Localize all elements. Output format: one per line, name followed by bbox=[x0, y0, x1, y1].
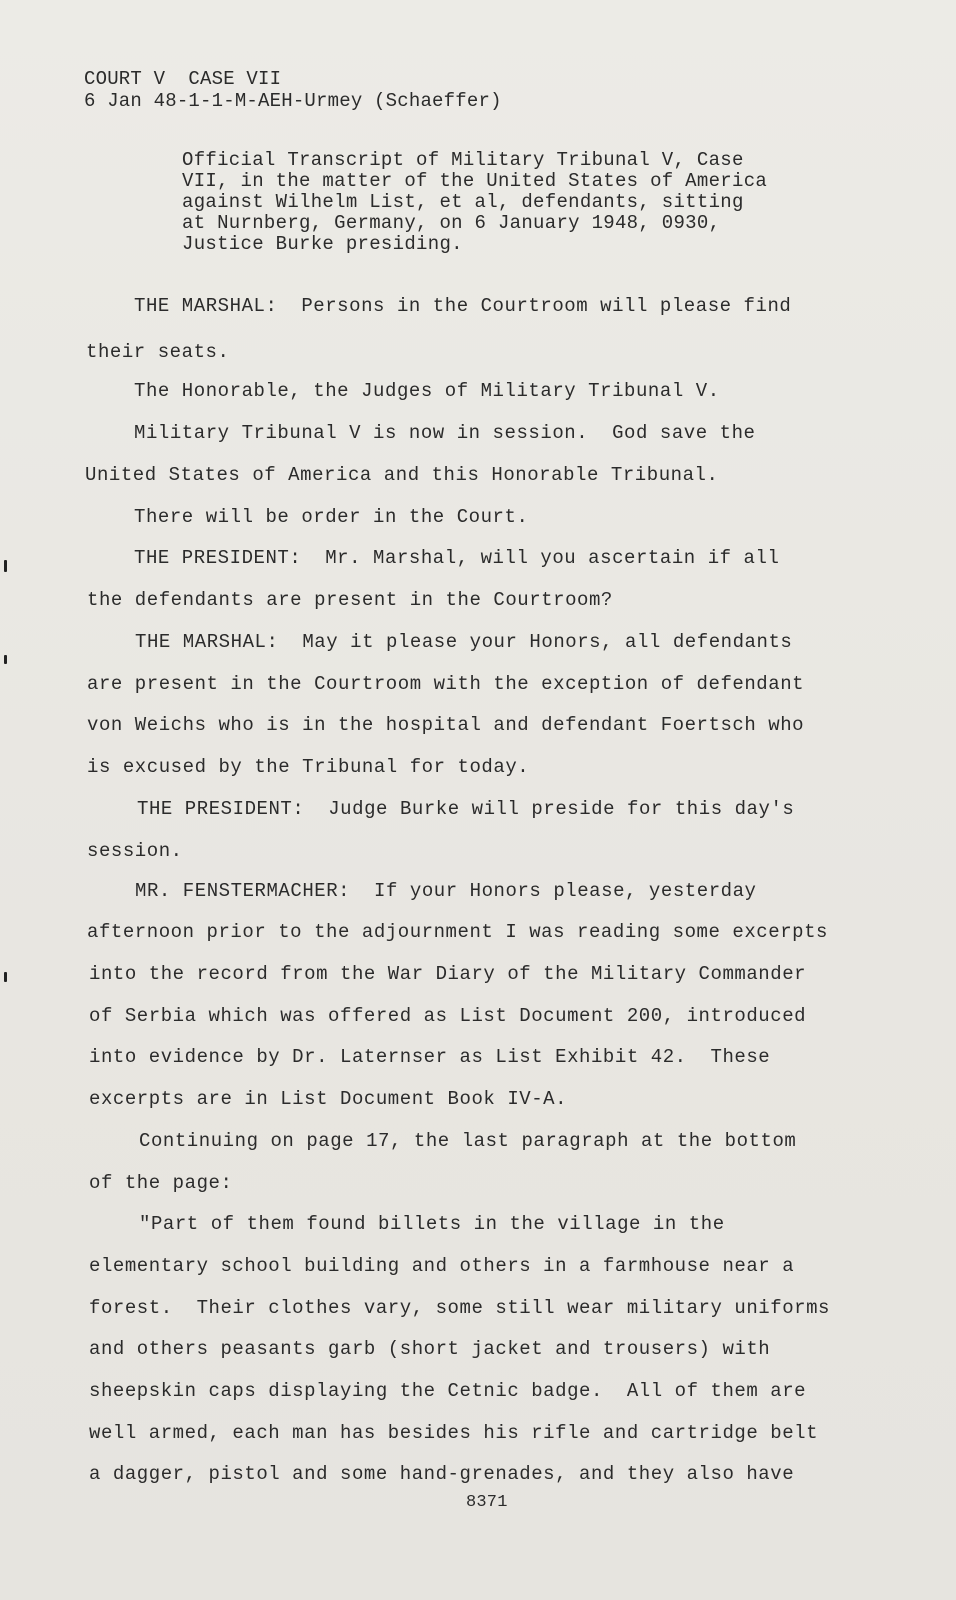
transcript-line: von Weichs who is in the hospital and defendant Foertsch who bbox=[87, 714, 805, 736]
transcript-line: are present in the Courtroom with the exception of defendant bbox=[87, 673, 805, 695]
date-reference-line: 6 Jan 48-1-1-M-AEH-Urmey (Schaeffer) bbox=[84, 90, 502, 112]
transcript-intro-paragraph: Official Transcript of Military Tribunal V, Case VII, in the matter of the United States of America against Wilhelm List, et al, defendants, sitting at Nurnberg, Germany, on 6 January 1948, 0930, Justice Burke presiding. bbox=[182, 149, 768, 255]
transcript-line: There will be order in the Court. bbox=[134, 506, 529, 528]
transcript-line: THE MARSHAL: Persons in the Courtroom will please find bbox=[134, 295, 792, 317]
transcript-line: The Honorable, the Judges of Military Tribunal V. bbox=[134, 380, 720, 402]
transcript-line: forest. Their clothes vary, some still wear military uniforms bbox=[89, 1297, 831, 1319]
page-number: 8371 bbox=[466, 1493, 508, 1512]
transcript-line: THE MARSHAL: May it please your Honors, all defendants bbox=[135, 631, 793, 653]
binding-mark bbox=[4, 972, 7, 982]
transcript-line: the defendants are present in the Courtroom? bbox=[87, 589, 613, 611]
transcript-line: well armed, each man has besides his rifle and cartridge belt bbox=[89, 1422, 819, 1444]
transcript-line: of the page: bbox=[89, 1172, 233, 1194]
transcript-line: of Serbia which was offered as List Document 200, introduced bbox=[89, 1005, 807, 1027]
court-case-line: COURT V CASE VII bbox=[84, 68, 282, 90]
transcript-line: elementary school building and others in a farmhouse near a bbox=[89, 1255, 795, 1277]
transcript-line: MR. FENSTERMACHER: If your Honors please, yesterday bbox=[135, 880, 757, 902]
transcript-line: THE PRESIDENT: Judge Burke will preside for this day's bbox=[137, 798, 795, 820]
transcript-line: excerpts are in List Document Book IV-A. bbox=[89, 1088, 568, 1110]
transcript-line: a dagger, pistol and some hand-grenades, and they also have bbox=[89, 1463, 795, 1485]
transcript-line: and others peasants garb (short jacket and trousers) with bbox=[89, 1338, 771, 1360]
transcript-line: afternoon prior to the adjournment I was reading some excerpts bbox=[87, 921, 829, 943]
transcript-line: United States of America and this Honorable Tribunal. bbox=[85, 464, 719, 486]
transcript-line: sheepskin caps displaying the Cetnic badge. All of them are bbox=[89, 1380, 807, 1402]
transcript-line: session. bbox=[87, 840, 183, 862]
transcript-line: Military Tribunal V is now in session. God save the bbox=[134, 422, 756, 444]
transcript-line: into the record from the War Diary of the Military Commander bbox=[89, 963, 807, 985]
transcript-line: Continuing on page 17, the last paragraph at the bottom bbox=[139, 1130, 797, 1152]
transcript-line: "Part of them found billets in the village in the bbox=[139, 1213, 725, 1235]
transcript-line: is excused by the Tribunal for today. bbox=[87, 756, 530, 778]
transcript-line: THE PRESIDENT: Mr. Marshal, will you ascertain if all bbox=[134, 547, 780, 569]
binding-mark bbox=[4, 655, 7, 664]
case-header bbox=[84, 68, 502, 112]
binding-mark bbox=[4, 560, 7, 572]
transcript-line: their seats. bbox=[86, 341, 230, 363]
transcript-line: into evidence by Dr. Laternser as List Exhibit 42. These bbox=[89, 1046, 771, 1068]
